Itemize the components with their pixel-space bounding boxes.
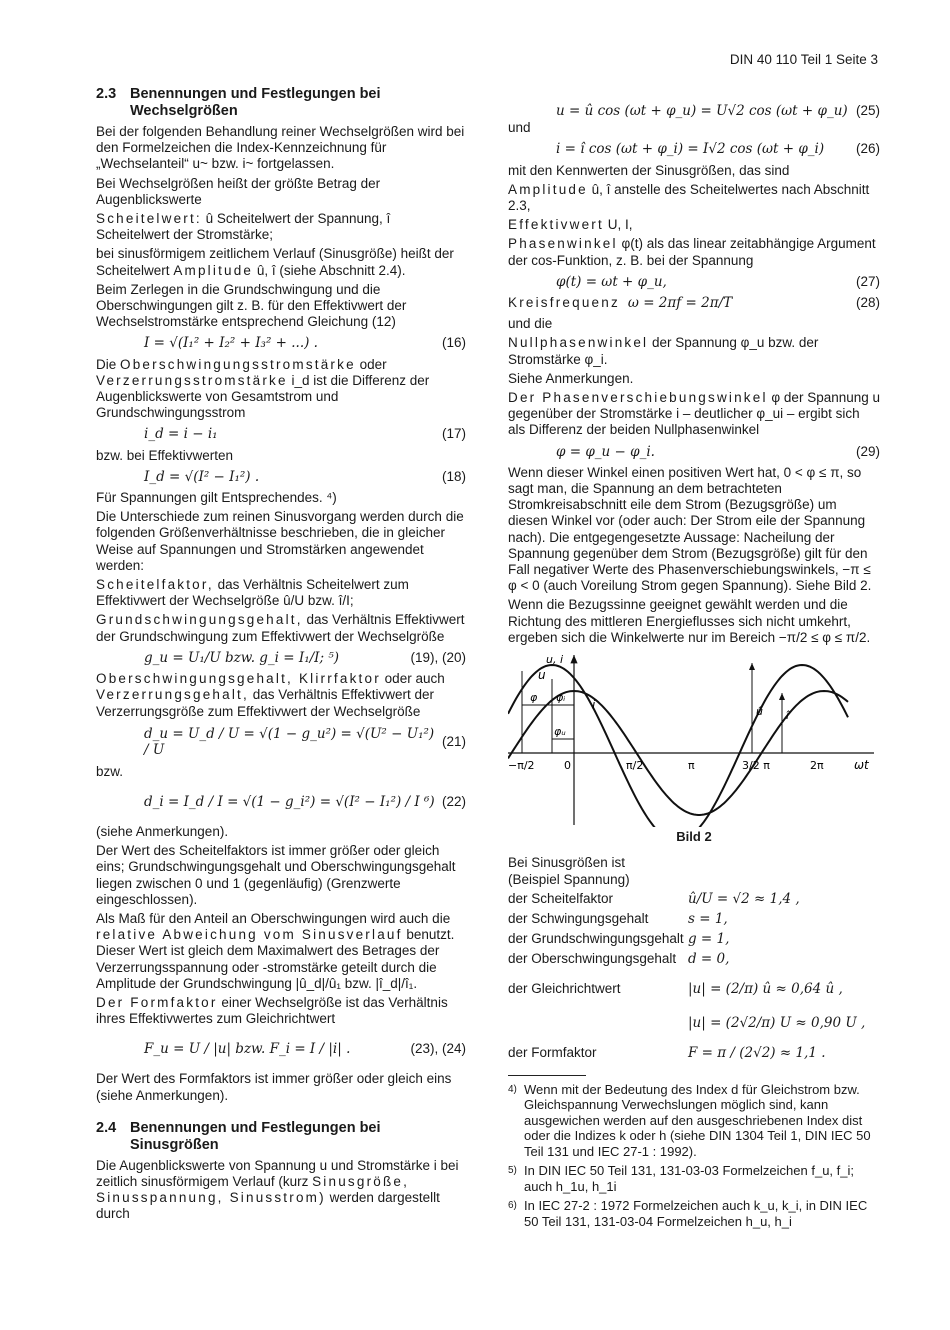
equation-27: φ(t) = ωt + φ_u, (27) <box>556 273 880 290</box>
tick-label: 2π <box>810 759 824 773</box>
tick-label: π/2 <box>626 759 644 773</box>
equation-17: i_d = i − i₁ (17) <box>144 426 466 443</box>
figure-caption: Bild 2 <box>676 829 712 845</box>
equation-21: d_u = U_d / U = √(1 − g_u²) = √(U² − U₁²) / U (21) <box>144 725 466 758</box>
x-axis-label: ωt <box>854 758 869 773</box>
paragraph: Bei der folgenden Behandlung reiner Wechselgrößen wird bei den Formelzeichen die Index-Kennzeichnung für „Wechselanteil“ u~ bzw. i~ fortgelassen. <box>96 124 465 172</box>
page-header: DIN 40 110 Teil 1 Seite 3 <box>729 52 878 67</box>
paragraph: (Beispiel Spannung) <box>508 871 630 887</box>
term: Verzerrungsgehalt, <box>96 687 249 703</box>
paragraph: Nullphasenwinkel der Spannung φ_u bzw. der Stromstärke φ_i. <box>508 335 819 367</box>
paragraph: Der Phasenverschiebungswinkel φ der Spannung u gegenüber der Stromstärke i – deutlicher φ_ui – ergibt sich als Differenz der beiden Nullphasenwinkel <box>508 390 881 438</box>
footnote-rule <box>508 1075 586 1076</box>
right-column <box>508 98 880 1233</box>
paragraph: Siehe Anmerkungen. <box>508 370 634 386</box>
label-phi-i: φᵢ <box>556 691 566 705</box>
paragraph: Wenn dieser Winkel einen positiven Wert hat, 0 < φ ≤ π, so sagt man, die Spannung an dem betrachteten Stromkreisabschnitt eile dem Strom (Bezugsgröße) um diesen Winkel vor (oder auch: Der Strom eile der Spannung nach). Die entgegengesetzte Aussage: Nacheilung der Spannung gegenüber dem Strom (Bezugsgröße) gilt für den Fall negativer Werte des Phasenverschiebungswinkels, −π ≤ φ < 0 (auch Voreilung Strom gegen Spannung). Siehe Bild 2. <box>508 464 872 594</box>
label-i-hat: î <box>786 709 790 723</box>
label-i: i <box>592 698 596 713</box>
label-u: u <box>538 668 546 683</box>
section-2-3-heading <box>96 86 466 120</box>
label-phi: φ <box>530 691 538 705</box>
paragraph: Scheitelfaktor, das Verhältnis Scheitelwert zum Effektivwert der Wechselgröße û/U bzw. î/I; <box>96 577 409 609</box>
equation-22: d_i = I_d / I = √(1 − g_i²) = √(I² − I₁²) / I ⁶) (22) <box>144 793 466 810</box>
term: Nullphasenwinkel <box>508 335 649 351</box>
term: Amplitude <box>508 181 588 197</box>
paragraph: Die Oberschwingungsstromstärke oder Verzerrungsstromstärke i_d ist die Differenz der Augenblickswerte von Gesamtstrom und Grundschwingungsstrom <box>96 356 430 421</box>
section-number: 2.3 <box>96 86 117 102</box>
paragraph: bei sinusförmigem zeitlichem Verlauf (Sinusgröße) heißt der Scheitelwert Amplitude û, î (siehe Abschnitt 2.4). <box>96 246 454 278</box>
paragraph: Amplitude û, î anstelle des Scheitelwertes nach Abschnitt 2.3, <box>508 181 870 214</box>
paragraph: Grundschwingungsgehalt, das Verhältnis Effektivwert der Grundschwingung zum Effektivwert der Wechselgröße <box>96 612 465 644</box>
equation-18: I_d = √(I² − I₁²) . (18) <box>144 468 466 485</box>
paragraph: Als Maß für den Anteil an Oberschwingungen wird auch die relative Abweichung vom Sinusverlauf benutzt. Dieser Wert ist gleich dem Maximalwert des Betrages der Verzerrungsspannung oder -stromstärke geteilt durch die Amplitude der Grundschwingung |û_d|/û₁ bzw. |î_d|/î₁. <box>96 910 455 991</box>
voltage-curve <box>508 665 848 827</box>
paragraph: mit den Kennwerten der Sinusgrößen, das sind <box>508 162 790 178</box>
paragraph: Oberschwingungsgehalt, Klirrfaktor oder auch Verzerrungsgehalt, das Verhältnis Effektivwert der Verzerrungsgröße zum Effektivwert der Wechselgröße <box>96 671 445 719</box>
equation-23-24: F_u = U / |u| bzw. F_i = I / |i| . (23), (24) <box>144 1041 466 1058</box>
term: relative Abweichung vom Sinusverlauf <box>96 927 403 943</box>
paragraph: Phasenwinkel φ(t) als das linear zeitabhängige Argument der cos-Funktion, z. B. bei der Spannung <box>508 236 876 268</box>
equation-28: Kreisfrequenz ω = 2πf = 2π/T (28) <box>508 295 880 312</box>
footnote-5: 5) In DIN IEC 50 Teil 131, 131-03-03 Formelzeichen f_u, f_i; auch h_1u, h_1i <box>508 1163 854 1194</box>
term: Kreisfrequenz <box>508 295 620 311</box>
term: Verzerrungsstromstärke <box>96 372 288 388</box>
paragraph: Die Unterschiede zum reinen Sinusvorgang werden durch die folgenden Größenverhältnisse beschrieben, die in gleicher Weise auf Spannungen und Stromstärken angewendet werden: <box>96 509 464 573</box>
paragraph: Wenn die Bezugssinne geeignet gewählt werden und die Richtung des mittleren Energieflusses sich nicht umkehrt, ergeben sich die Winkelwerte nur im Bereich −π/2 ≤ φ ≤ π/2. <box>508 597 871 645</box>
footnote-4: 4) Wenn mit der Bedeutung des Index d für Gleichstrom bzw. Gleichspannung Verwechslungen möglich sind, kann ausgewichen werden auf den ausgeschriebenen Index dist oder die Indizes k oder h (siehe DIN 1304 Teil 1, DIN IEC 50 Teil 131 und IEC 27-1 : 1992). <box>508 1081 871 1159</box>
paragraph: Die Augenblickswerte von Spannung u und Stromstärke i bei zeitlich sinusförmigem Verlauf (kurz Sinusgröße, Sinusspannung, Sinusstrom) werden dargestellt durch <box>96 1157 459 1222</box>
table-row-value: d = 0, <box>688 950 730 967</box>
paragraph: und die <box>508 316 553 332</box>
label-phi-u: φᵤ <box>554 725 566 739</box>
paragraph: Bei Wechselgrößen heißt der größte Betrag der Augenblickswerte <box>96 175 381 207</box>
term: Sinusgröße, Sinusspannung, Sinusstrom) <box>96 1173 410 1206</box>
y-axis-label: u, i <box>546 653 564 667</box>
section-title: Benennungen und Festlegungen bei Wechselgrößen <box>130 86 381 119</box>
paragraph: Bei Sinusgrößen ist <box>508 855 626 871</box>
phase-diagram-figure <box>508 649 880 827</box>
term: Oberschwingungsstromstärke <box>120 356 356 372</box>
left-column <box>96 86 466 1226</box>
term: Effektivwert <box>508 217 604 233</box>
formfaktor-row: der Formfaktor F = π / (2√2) ≈ 1,1 . <box>508 1044 826 1061</box>
paragraph: bzw. bei Effektivwerten <box>96 447 234 463</box>
equation-29: φ = φ_u − φ_i. (29) <box>556 443 880 460</box>
paragraph: Der Formfaktor einer Wechselgröße ist das Verhältnis ihres Effektivwertes zum Gleichrichtwert <box>96 994 448 1027</box>
tick-label: 0 <box>564 759 571 773</box>
table-row-value: g = 1, <box>688 930 730 947</box>
equation-16: I = √(I₁² + I₂² + I₃² + ...) . (16) <box>144 335 466 352</box>
paragraph: Der Wert des Formfaktors ist immer größer oder gleich eins (siehe Anmerkungen). <box>96 1071 452 1103</box>
footnote-6: 6) In IEC 27-2 : 1972 Formelzeichen auch k_u, k_i, in DIN IEC 50 Teil 131, 131-03-04 Formelzeichen h_u, h_i <box>508 1198 868 1229</box>
gleichrichtwert-row: der Gleichrichtwert |u| = (2/π) û ≈ 0,64 û , |u| = (2√2/π) U ≈ 0,90 U , <box>508 980 866 1031</box>
paragraph: Für Spannungen gilt Entsprechendes. ⁴) <box>96 490 337 506</box>
term: Amplitude <box>173 262 254 278</box>
tick-label: 3/2 π <box>742 759 770 773</box>
tick-label: −π/2 <box>508 759 535 773</box>
table-row-label: der Schwingungsgehalt <box>508 910 649 926</box>
equation-19-20: g_u = U₁/U bzw. g_i = I₁/I; ⁵) (19), (20) <box>144 649 466 666</box>
table-row-value: s = 1, <box>688 910 728 927</box>
term: Oberschwingungsgehalt, Klirrfaktor <box>96 671 381 687</box>
equation-26: i = î cos (ωt + φ_i) = I√2 cos (ωt + φ_i) (26) <box>556 141 880 158</box>
section-number: 2.4 <box>96 1119 117 1136</box>
paragraph: Scheitelwert: û Scheitelwert der Spannung, î Scheitelwert der Stromstärke; <box>96 211 391 243</box>
equation-25: u = û cos (ωt + φ_u) = U√2 cos (ωt + φ_u) (25) <box>556 103 880 119</box>
term: Scheitelfaktor, <box>96 577 214 593</box>
section-title: Benennungen und Festlegungen bei Sinusgrößen <box>130 1119 381 1153</box>
term: Phasenwinkel <box>508 236 618 252</box>
term: Der Phasenverschiebungswinkel <box>508 390 768 406</box>
term: Scheitelwert: <box>96 211 202 227</box>
table-row-label: der Oberschwingungsgehalt <box>508 950 677 966</box>
table-row-value: û/U = √2 ≈ 1,4 , <box>688 890 800 907</box>
tick-label: π <box>688 759 695 773</box>
table-row-label: der Grundschwingungsgehalt <box>508 930 684 946</box>
paragraph: bzw. <box>96 763 124 779</box>
paragraph: Der Wert des Scheitelfaktors ist immer größer oder gleich eins; Grundschwingungsgehalt und Oberschwingungsgehalt liegen zwischen 0 und 1 (gegenläufig) (Grenzwerte eingeschlossen). <box>96 843 456 907</box>
paragraph: Beim Zerlegen in die Grundschwingung und die Oberschwingungen gilt z. B. für den Effektivwert der Wechselstromstärke entsprechend Gleichung (12) <box>96 281 407 330</box>
paragraph: Effektivwert U, I, <box>508 217 633 233</box>
label-u-hat: û <box>756 705 763 719</box>
paragraph: (siehe Anmerkungen). <box>96 823 229 839</box>
paragraph: und <box>508 120 531 136</box>
table-row-label: der Scheitelfaktor <box>508 890 614 906</box>
term: Der Formfaktor <box>96 994 218 1010</box>
section-2-4-heading <box>96 1120 466 1154</box>
sinus-values-table <box>508 891 880 967</box>
term: Grundschwingungsgehalt, <box>96 612 303 628</box>
